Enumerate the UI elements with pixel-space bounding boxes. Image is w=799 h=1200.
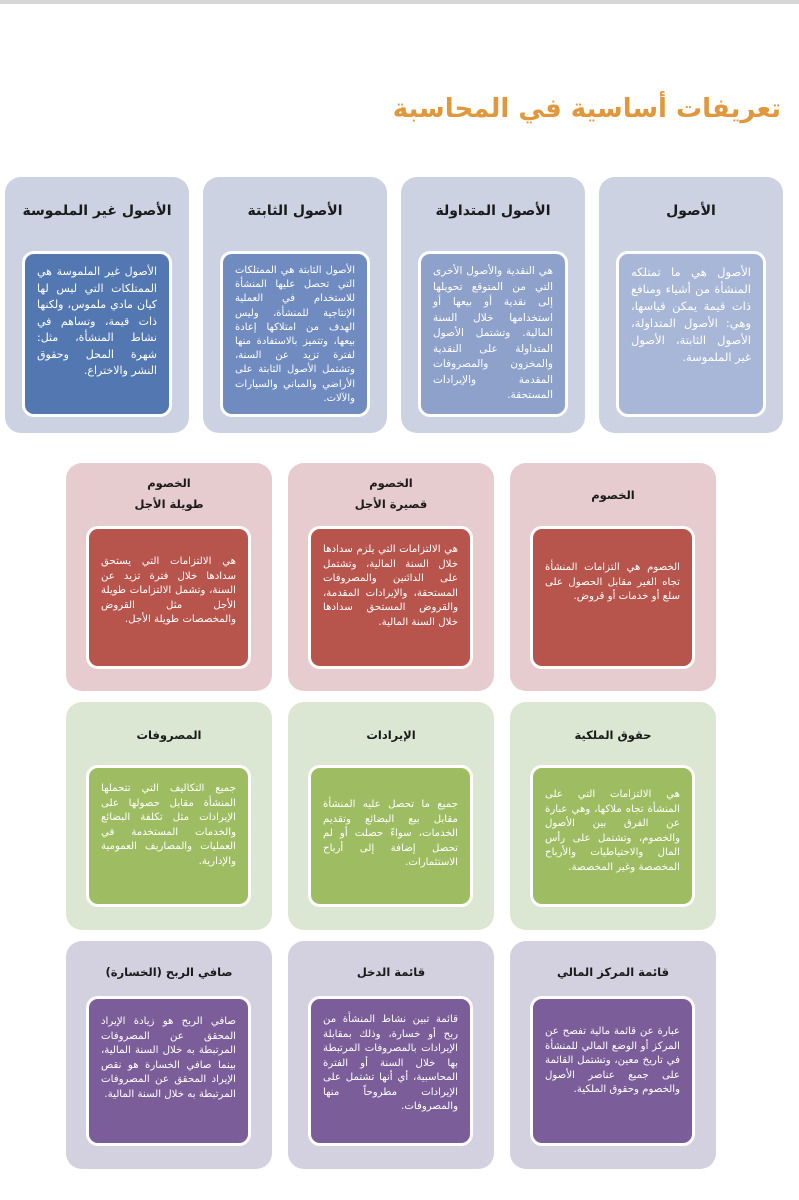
card-text: هي النقدية والأصول الأخرى التي من المتوقع تحويلها إلى نقدية أو بيعها أو استخدامها خلال السنة المالية. وتشتمل الأصول المتداولة على النقدية والمخزون والمصروفات المقدمة والإيرادات المستحقة. bbox=[418, 251, 568, 417]
card-long-term-liabilities bbox=[66, 463, 272, 691]
card-expenses bbox=[66, 702, 272, 930]
card-current-liabilities bbox=[288, 463, 494, 691]
card-text: جميع التكاليف التي تتحملها المنشأة مقابل حصولها على الإيرادات مثل تكلفة البضائع والخدمات المستخدمة في العمليات والمصاريف العمومية والإدارية. bbox=[86, 765, 251, 907]
card-text: هي الالتزامات التي يلزم سدادها خلال السنة المالية، وتشتمل على الدائنين والمصروفات المستحقة، والإيرادات المقدمة، والقروض المستحق سدادها خلال السنة المالية. bbox=[308, 526, 473, 669]
card-text: جميع ما تحصل عليه المنشأة مقابل بيع البضائع وتقديم الخدمات، سواءً حصلت أو لم تحصل إضافة إلى أرباح الاستثمارات. bbox=[308, 765, 473, 907]
card-text: هي الالتزامات التي على المنشأة تجاه ملاكها، وهي عبارة عن الفرق بين الأصول والخصوم، وتشتمل على رأس المال والاحتياطيات والأرباح المخصصة وغير المخصصة. bbox=[530, 765, 695, 907]
card-intangible-assets bbox=[5, 177, 189, 433]
card-equity bbox=[510, 702, 716, 930]
card-current-assets bbox=[401, 177, 585, 433]
card-net-profit bbox=[66, 941, 272, 1169]
card-title: الأصول bbox=[666, 203, 716, 219]
card-text: صافي الربح هو زيادة الإيراد المحقق عن المصروفات المرتبطة به خلال السنة المالية، بينما صافي الخسارة هو نقص الإيراد المحقق عن المصروفات المرتبطة به خلال السنة المالية. bbox=[86, 996, 251, 1146]
card-income-statement bbox=[288, 941, 494, 1169]
card-title: حقوق الملكية bbox=[574, 728, 652, 742]
card-title: الأصول المتداولة bbox=[435, 203, 551, 219]
page-title: تعريفات أساسية في المحاسبة bbox=[392, 94, 781, 124]
card-title: المصروفات bbox=[136, 728, 202, 742]
top-divider bbox=[0, 0, 799, 4]
card-revenues bbox=[288, 702, 494, 930]
card-text: الأصول هي ما تمتلكه المنشأة من أشياء ومنافع ذات قيمة يمكن قياسها، وهي: الأصول المتداولة، الأصول الثابتة، الأصول غير الملموسة. bbox=[616, 251, 766, 417]
card-text: الأصول غير الملموسة هي الممتلكات التي ليس لها كيان مادي ملموس، ولكنها ذات قيمة، وتساهم في نشاط المنشأة، مثل: شهرة المحل وحقوق النشر والاختراع. bbox=[22, 251, 172, 417]
card-title: قائمة المركز المالي bbox=[556, 965, 670, 979]
card-title: الأصول غير الملموسة bbox=[22, 203, 172, 219]
card-title: صافي الربح (الخسارة) bbox=[105, 965, 233, 979]
card-title-line2: قصيرة الأجل bbox=[354, 497, 428, 511]
card-text: هي الالتزامات التي يستحق سدادها خلال فترة تزيد عن السنة، وتشمل الالتزامات طويلة الأجل مثل القروض والمخصصات طويلة الأجل. bbox=[86, 526, 251, 669]
card-text: عبارة عن قائمة مالية تفصح عن المركز أو الوضع المالي للمنشأة في تاريخ معين، وتشتمل القائمة على جميع عناصر الأصول والخصوم وحقوق الملكية. bbox=[530, 996, 695, 1146]
card-title: الأصول الثابتة bbox=[247, 203, 343, 219]
card-title: الإيرادات bbox=[366, 728, 416, 742]
card-text: الخصوم هي التزامات المنشأة تجاه الغير مقابل الحصول على سلع أو خدمات أو قروض. bbox=[530, 526, 695, 669]
card-title: قائمة الدخل bbox=[356, 965, 426, 979]
card-text: الأصول الثابتة هي الممتلكات التي تحصل عليها المنشأة للاستخدام في العملية الإنتاجية للمنشأة، وليس الهدف من امتلاكها إعادة بيعها، وتتميز بالاستفادة منها لفترة تزيد عن السنة، وتشتمل الأصول الثابتة على الأراضي والمباني والسيارات والآلات. bbox=[220, 251, 370, 417]
card-assets bbox=[599, 177, 783, 433]
card-title-line1: الخصوم bbox=[369, 476, 413, 490]
card-text: قائمة تبين نشاط المنشأة من ربح أو خسارة، وذلك بمقابلة الإيرادات بالمصروفات المرتبطة بها خلال السنة أو الفترة المحاسبية، أي أنها تشتمل على الإيرادات مطروحاً منها والمصروفات. bbox=[308, 996, 473, 1146]
card-balance-sheet bbox=[510, 941, 716, 1169]
card-title-line2: طويلة الأجل bbox=[134, 497, 204, 511]
card-title-line1: الخصوم bbox=[147, 476, 191, 490]
card-liabilities bbox=[510, 463, 716, 691]
card-fixed-assets bbox=[203, 177, 387, 433]
card-title: الخصوم bbox=[591, 488, 635, 502]
